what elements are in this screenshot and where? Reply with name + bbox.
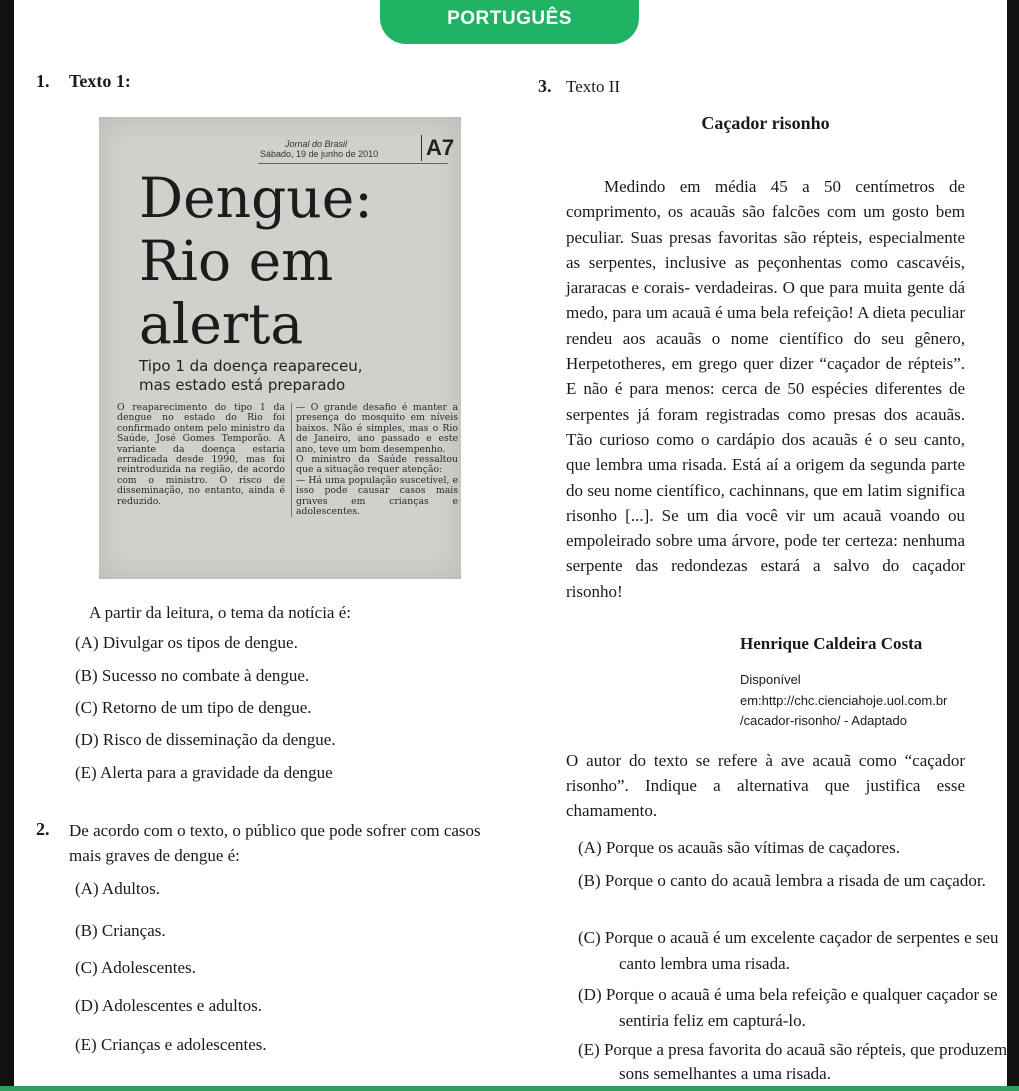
q2-option-b[interactable]: (B) Crianças. bbox=[75, 921, 166, 940]
subtitle-line-1: Tipo 1 da doença reapareceu, bbox=[139, 357, 363, 375]
question-1-number: 1. bbox=[36, 71, 50, 91]
newspaper-date: Sábado, 19 de junho de 2010 bbox=[260, 149, 379, 159]
newspaper-name: Jornal do Brasil bbox=[285, 139, 348, 149]
q1-option-c[interactable]: (C) Retorno de um tipo de dengue. bbox=[75, 698, 312, 717]
question-3-label: Texto II bbox=[566, 77, 621, 96]
newspaper-page: A7 bbox=[421, 135, 454, 161]
q2-option-c[interactable]: (C) Adolescentes. bbox=[75, 958, 196, 977]
question-1-label: Texto 1: bbox=[69, 71, 131, 91]
headline-line-1: Dengue: bbox=[139, 166, 373, 230]
q3-option-d[interactable]: (D) Porque o acauã é uma bela refeição e qualquer caçador se sentiria feliz em capturá-lo. bbox=[578, 985, 998, 1030]
q2-option-e[interactable]: (E) Crianças e adolescentes. bbox=[75, 1035, 267, 1054]
q3-option-c[interactable]: (C) Porque o acauã é um excelente caçador de serpentes e seu canto lembra uma risada. bbox=[578, 928, 999, 973]
q1-option-a[interactable]: (A) Divulgar os tipos de dengue. bbox=[75, 633, 298, 652]
text-2-author: Henrique Caldeira Costa bbox=[740, 634, 923, 653]
q3-option-e[interactable]: (E) Porque a presa favorita do acauã são répteis, que produzem sons semelhantes a uma risada. bbox=[578, 1040, 1008, 1083]
q2-option-a[interactable]: (A) Adultos. bbox=[75, 879, 160, 898]
clipping-subtitle bbox=[139, 357, 459, 395]
subject-header: PORTUGUÊS bbox=[380, 0, 639, 44]
newspaper-clipping bbox=[99, 117, 461, 579]
left-border bbox=[0, 0, 14, 1091]
question-2-prompt-line-2: mais graves de dengue é: bbox=[69, 846, 240, 865]
q3-option-a[interactable]: (A) Porque os acauãs são vítimas de caçadores. bbox=[578, 838, 900, 857]
source-line-1: Disponível bbox=[740, 672, 801, 687]
headline-line-3: alerta bbox=[139, 292, 304, 356]
headline-line-2: Rio em bbox=[139, 229, 334, 293]
question-3-prompt: O autor do texto se refere à ave acauã como “caçador risonho”. Indique a alternativa que justifica esse chamamento. bbox=[566, 751, 965, 820]
clipping-column-2: — O grande desafio é manter a presença do mosquito em níveis baixos. Não é simples, mas o Rio de Janeiro, ano passado e este ano, teve um bom desempenho. O ministro da Saúde ressaltou que a situação requer atenção: — Há uma população suscetível, e isso pode causar casos mais graves em crianças e adolescentes. bbox=[291, 403, 458, 517]
text-2-title: Caçador risonho bbox=[701, 113, 830, 133]
question-3-number: 3. bbox=[538, 76, 552, 96]
q1-option-b[interactable]: (B) Sucesso no combate à dengue. bbox=[75, 666, 310, 685]
question-2-prompt bbox=[69, 818, 539, 868]
clipping-column-1: O reaparecimento do tipo 1 da dengue no estado do Rio foi confirmado ontem pelo ministro da Saúde, José Gomes Temporão. A variante da doença estaria erradicada desde 1990, mas foi reintroduzida na região, de acordo com o ministro. O risco de disseminação, no entanto, ainda é reduzido. bbox=[117, 402, 285, 507]
q1-option-e[interactable]: (E) Alerta para a gravidade da dengue bbox=[75, 763, 333, 782]
subtitle-line-2: mas estado está preparado bbox=[139, 376, 346, 394]
q2-option-d[interactable]: (D) Adolescentes e adultos. bbox=[75, 996, 262, 1015]
source-line-2: em:http://chc.cienciahoje.uol.com.br bbox=[740, 693, 948, 708]
question-1-prompt: A partir da leitura, o tema da notícia é: bbox=[89, 603, 351, 622]
clipping-divider bbox=[258, 163, 448, 164]
q1-option-d[interactable]: (D) Risco de disseminação da dengue. bbox=[75, 730, 336, 749]
text-2-body: Medindo em média 45 a 50 centímetros de comprimento, os acauãs são falcões com um gosto bem peculiar. Suas presas favoritas são répteis, especialmente as serpentes, inclusive as peçonhentas como cascavéis, jararacas e corais- verdadeiras. O que para muita gente dá medo, para um acauã é uma bela refeição! A dieta peculiar rendeu aos acauãs o nome científico do seu gênero, Herpetotheres, em grego quer dizer “caçador de répteis”. E não é para menos: cerca de 50 espécies diferentes de serpentes já foram registradas como presas dos acauãs. Tão curioso como o cardápio dos acauãs é o seu canto, que lembra uma risada. Está aí a origem da segunda parte do seu nome científico, cachinnans, que em latim significa risonho [...]. Se um dia você vir um acauã voando ou empoleirado sobre uma árvore, pode ter certeza: nenhuma serpente das redondezas estará a salvo do caçador risonho! bbox=[566, 177, 965, 601]
clipping-headline bbox=[139, 167, 459, 356]
q3-option-b[interactable]: (B) Porque o canto do acauã lembra a risada de um caçador. bbox=[578, 871, 986, 890]
bottom-accent-bar bbox=[0, 1086, 1019, 1091]
source-line-3: /cacador-risonho/ - Adaptado bbox=[740, 713, 907, 728]
question-2-prompt-line-1: De acordo com o texto, o público que pode sofrer com casos bbox=[69, 821, 481, 840]
question-2-number: 2. bbox=[36, 819, 50, 839]
